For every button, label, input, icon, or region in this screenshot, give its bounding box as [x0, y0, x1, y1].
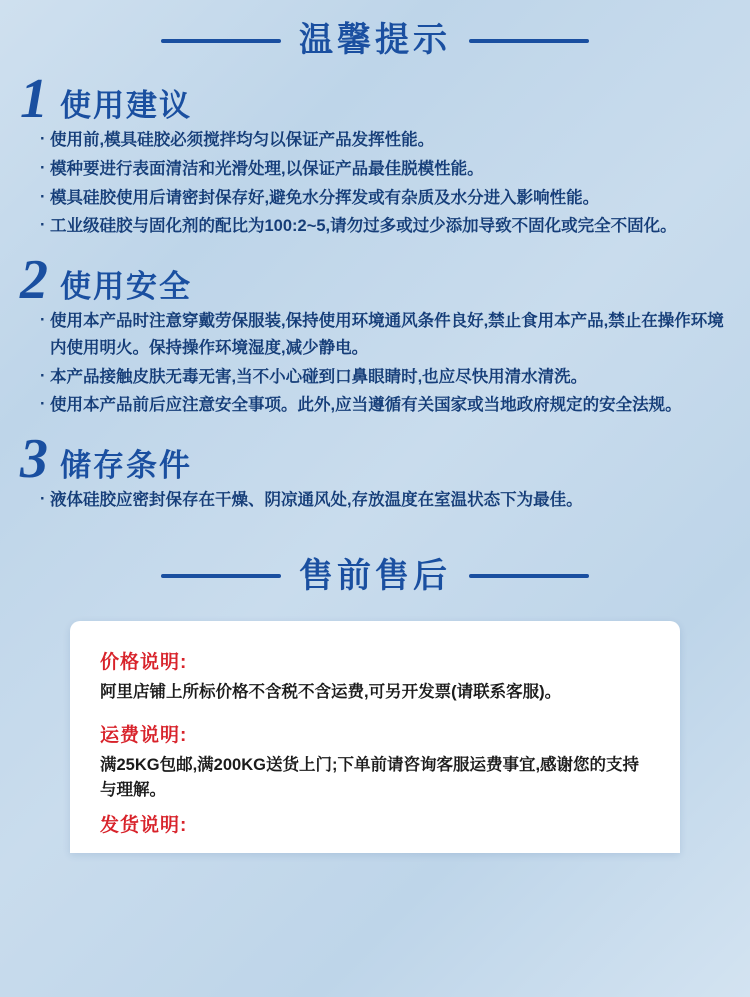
- tips-block-1: [0, 68, 750, 240]
- tips-block-1-number: 1: [20, 68, 48, 131]
- tips-heading: 温馨提示: [299, 21, 451, 59]
- delivery-note-title: 发货说明:: [100, 814, 188, 836]
- tips-block-2-list: [20, 308, 732, 419]
- list-item: · 使用本产品时注意穿戴劳保服装,保持使用环境通风条件良好,禁止食用本产品,禁止在操作环境内使用明火。保持操作环境湿度,减少静电。: [50, 308, 732, 361]
- list-item: · 工业级硅胶与固化剂的配比为100:2~5,请勿过多或过少添加导致不固化或完全不固化。: [50, 213, 732, 240]
- tips-block-3: [0, 427, 750, 514]
- list-item: · 使用前,模具硅胶必须搅拌均匀以保证产品发挥性能。: [50, 127, 732, 154]
- price-note-text: 阿里店铺上所标价格不含税不含运费,可另开发票(请联系客服)。: [100, 682, 562, 701]
- tips-block-3-title-row: [20, 427, 732, 490]
- list-item: · 使用本产品前后应注意安全事项。此外,应当遵循有关国家或当地政府规定的安全法规。: [50, 392, 732, 419]
- shipping-note-text: 满25KG包邮,满200KG送货上门;下单前请咨询客服运费事宜,感谢您的支持与理解。: [100, 755, 640, 800]
- tips-block-2-number: 2: [20, 249, 48, 312]
- list-item: · 液体硅胶应密封保存在干燥、阴凉通风处,存放温度在室温状态下为最佳。: [50, 487, 732, 514]
- list-item: · 模种要进行表面清洁和光滑处理,以保证产品最佳脱模性能。: [50, 156, 732, 183]
- header-rule-right: [469, 39, 589, 43]
- presale-section-header: [0, 558, 750, 595]
- price-note-title: 价格说明:: [100, 651, 188, 673]
- header-rule-left: [161, 39, 281, 43]
- list-item: · 本产品接触皮肤无毒无害,当不小心碰到口鼻眼睛时,也应尽快用清水清洗。: [50, 364, 732, 391]
- tips-block-3-title: 储存条件: [60, 447, 192, 483]
- tips-block-1-title-row: [20, 68, 732, 131]
- tips-block-1-title: 使用建议: [60, 88, 192, 124]
- tips-block-3-list: [20, 487, 732, 514]
- tips-block-2: [0, 249, 750, 419]
- header-rule-right: [469, 574, 589, 578]
- tips-block-2-title-row: [20, 249, 732, 312]
- shipping-note-title: 运费说明:: [100, 724, 188, 746]
- header-rule-left: [161, 574, 281, 578]
- tips-block-1-list: [20, 127, 732, 240]
- tips-section-header: [0, 0, 750, 59]
- list-item: · 模具硅胶使用后请密封保存好,避免水分挥发或有杂质及水分进入影响性能。: [50, 185, 732, 212]
- presale-heading: 售前售后: [299, 556, 451, 595]
- presale-info-card: [70, 621, 680, 853]
- tips-block-3-number: 3: [20, 427, 48, 490]
- tips-block-2-title: 使用安全: [60, 269, 192, 305]
